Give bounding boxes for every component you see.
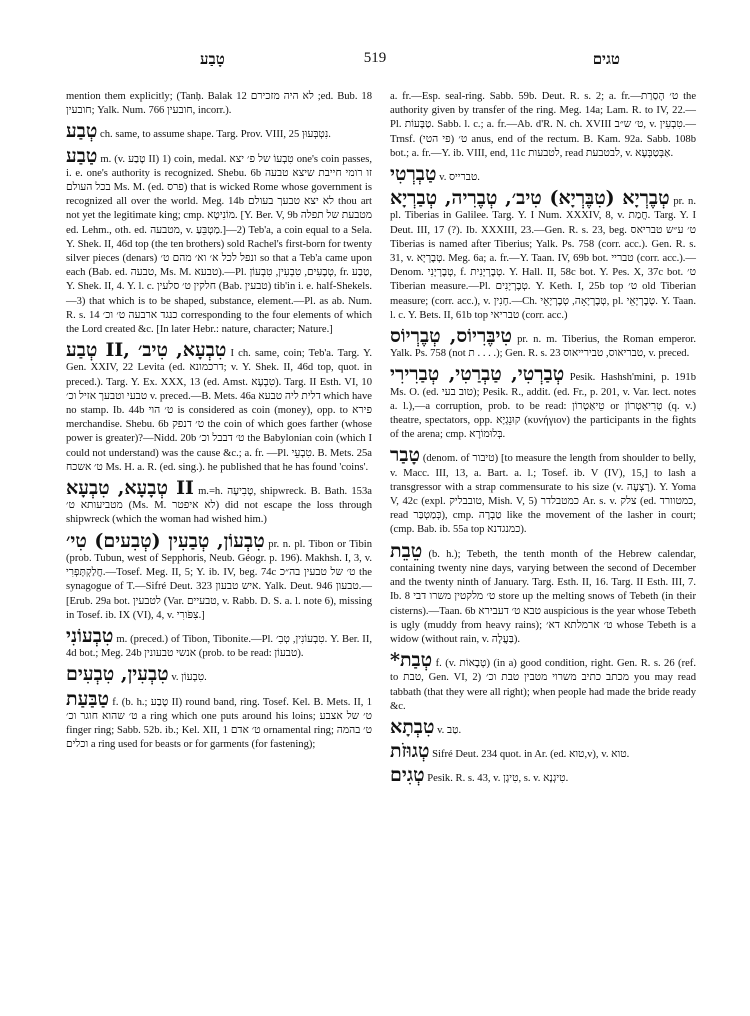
- entry-headword: טְבַרְטִי, טַבְרַטִי, טְבַרִירִי: [390, 363, 565, 386]
- dictionary-entry: [66, 90, 372, 118]
- entry-text: m. (preced.) of Tibon, Tibonite.—Pl. טִבְעוֹנִין, טְבִ׳. Y. Ber. II, 4d bot.; Meg. 24b אנשי טבעונין (prob. to be read: טבעוֹן).: [66, 633, 372, 660]
- dictionary-entry: [390, 765, 696, 786]
- entry-headword: טַבַּעַת: [66, 687, 109, 710]
- header-left-word: טָבַע: [200, 50, 225, 68]
- dictionary-entry: [390, 541, 696, 647]
- entry-text: Pesik. R. s. 43, v. טִיגָן, s. v. טִיגְנָא.: [427, 773, 569, 785]
- dictionary-entry: [66, 689, 372, 753]
- entry-text: pr. n. m. Tiberius, the Roman emperor. Yalk. Ps. 758 (not ת . . . .); Gen. R. s. 23 טבריאוס, טבירייאוס, v. preced.: [390, 334, 696, 360]
- dictionary-entry: [390, 717, 696, 738]
- page-number: 519: [363, 50, 387, 66]
- entry-text: a. fr.—Esp. seal-ring. Sabb. 59b. Deut. R. s. 2; a. fr.—ט׳ הָסַרַת the authority given by transfer of the ring. Meg. 14a; Lam. R. to IV, 22.—Pl. טַבָּעוֹת. Sabb. l. c.; a. fr.—Ab. d'R. N. ch. XVIII ט׳ ש״ב, v. טִבְעִין.—Trnsf. ט׳ (פי הטי) anus, end of the rectum. B. Kam. 92a. Sabb. 108b bot.; a. fr.—Y. ib. VIII, end, 11c לטבעות, read לבטבעת, v. אַבְּטַבְּעָא.: [390, 91, 697, 159]
- entry-text: Pesik. Hashsh'mini, p. 191b Ms. O. (ed. טוב בעי); Pesik. R., addit. (ed. Fr., p. 201, v. Var. lect. notes a. l.),—a corruption, prob. to be read: טֵיאַטְרוֹן or טְרִיאַטְרוֹן (q. v.) theatre, spectators, opp. קוּנֵגְיָא (κυνήγιον) the participants in the fights of the arena; cmp. בְּלוּמוֹרָא.: [390, 372, 696, 441]
- entry-text: ch. same, to assume shape. Targ. Prov. VIII, 25 נִטְבְּעוּן.: [100, 129, 331, 141]
- entry-text: v. טברייס.: [439, 172, 480, 184]
- entry-text: f. (b. h.; טָבַע II) round band, ring. Tosef. Kel. B. Mets. II, 1 ט׳ שהוא חוגר וכ׳ a ring which one puts around his loins; ט׳ של אצבע finger ring; Sabb. 52b. ib.; Kel. XII, 1 ט׳ אדם ornamental ring; ט׳ בהמה וכלים a ring used for beasts or for garments (for fastening);: [66, 696, 373, 751]
- entry-text: v. טַב.: [437, 724, 462, 736]
- dictionary-entry: [390, 741, 696, 762]
- entry-headword: טְבָעָא, טִבְעָא II: [66, 477, 194, 500]
- entry-headword: טָבַר: [390, 444, 420, 467]
- entry-text: (b. h.); Tebeth, the tenth month of the Hebrew calendar, containing twenty nine days, varying between the second of December and the twenty ninth of January. Targ. Esth. II, 16. Targ. II Esth. III, 7. Ib. 8 ט׳ מלקטין משרו דבי store up the melting snows of Tebeth (in their cisterns).—Taan. 6b טבא ט׳ דעבירא auspicious is the year whose Tebeth is ugly (muddy from heavy rains); ט׳ ארמלתא דא׳ whose Tebeth is a widow (without rain, v. בַּעֲלָה).: [390, 548, 696, 645]
- dictionary-entry: [66, 531, 372, 623]
- entry-text: m. (v. טָבַע II) 1) coin, medal. טִבְעוֹ של פ׳ יצא one's coin passes, i. e. one's authority is recognized. Shebu. 6b זו רומי חייבת שיצא טבעה בכל העולם Ms. M. (ed. פרס) that is wicked Rome whose government is recognized all over the world. Meg. 14b לא יצא טבעך בעולם thou art not yet the legitimate king; cmp. מוֹנִיטָא. [Y. Ber. V, 9b מטבעת של תפלה ed. Lehm., oth. ed. מטבעה, v. מַטְבֵּעַ.]—2) Teb'a, a coin equal to a Sela. Y. Shek. II, 46d top (the ten brothers) sold Rachel's first-born for twenty silver pieces (denars) ונפל לכל א׳ וא׳ מהם ט׳ so that a Teb'a came upon each (Bab. ed. טבעה, Ms. M. טבעא).—Pl. טְבָעִים, טִבְעִין, טִבְעוֹן, fr. טַבַע, Y. Shek. II, 4. Y. l. c. חלקין ט׳ סלעין (Bab. טבעין) tib'in i. e. half-Shekels.—3) that which is to be shaped, substance, element.—Pl. as ab. Num. R. s. 14 כנגד ארבעה ט׳ וכ׳ corresponding to the four elements of which the Lord created &c. [In later Hebr.: nature, character; Nature.]: [66, 153, 373, 336]
- entry-text: (denom. of טיבור) [to measure the length from shoulder to belly, v. Macc. III, 13, a. Bart. a. l.; Tosef. ib. V (IV), 15,] to lash a transgressor with a strap commensurate to his size (v. רָצְעָה). Y. Yoma V, 42c (expl. טובבליק, Mish. V, 5) כמטבלדר Ar. s. v. צלק (ed. כמטוורד, read כְּמַטְבַּר), cmp. טַבְרָה like the movement of the lasher in court; (cmp. Bab. ib. 55a top כמנגדנא).: [390, 453, 696, 536]
- entry-headword: טְבַע: [66, 120, 98, 143]
- dictionary-entry: [66, 340, 372, 475]
- dictionary-entry: [390, 164, 696, 185]
- dictionary-entry: [66, 121, 372, 142]
- entry-headword: טִבְעוֹן, טְבַעִין (טְבִעים) טִי׳: [66, 529, 265, 552]
- right-column: [390, 90, 696, 790]
- entry-headword: טִבְעִין, טִבְעִים: [66, 663, 169, 686]
- entry-headword: טְגִים: [390, 764, 425, 787]
- dictionary-entry: [66, 478, 372, 528]
- entry-headword: טְבַע II, טִבְעָא, טִיב׳: [66, 339, 227, 362]
- page-header: [60, 50, 690, 72]
- dictionary-entry: [66, 664, 372, 685]
- entry-headword: טִיבֶּרִיוֹס, טְבֶרְיוֹס: [390, 325, 512, 348]
- entry-text: I ch. same, coin; Teb'a. Targ. Y. Gen. XXIV, 22 Levita (ed. דרכמונא; v. Y. Shek. II, 46d top, quot. in preced.). Targ. Y. Ex. XXX, 13 (ed. Amst. טִבְעָא). Targ. II Esth. VI, 10 טבעי וטבעך אזיל וכ׳ v. preced.—B. Mets. 46a דלית ליה טבעא which have no stamp. Ib. 44b ט׳ הוי is considered as coin (money), opp. to פירא merchandise. Shebu. 6b ט׳ דנפק the coin of which goes farther (whose power is greater)?—Nidd. 20b ט׳ דבבל וכ׳ the Babylonian coin (which I could not understand) was the cause &c.; a. fr. —Pl. טִבְעֵי. B. Mets. 25a ט׳ אשכח Ms. H. a. R. (ed. sing.). he published that he has found 'coins'.: [66, 348, 373, 473]
- entry-text: pr. n. pl. Tiberias in Galilee. Targ. Y. I Num. XXXIV, 8, v. חֲמַת. Targ. Y. I Deut. III, 17 (?). Ib. XXXIII, 23.—Gen. R. s. 23, beg. ט׳ ע״ש טבריאס Tiberias is named after Tiberius; Yalk. Ps. 758 (corr. acc.). Gen. R. s. 31, v. טְבֶרְיָא. Meg. 6a; a. fr.—Y. Taan. IV, 69b bot. טבריי (corr. acc.).—Denom. טְבֶרְיָנִי, f. טְבֶרְיָנִית. Y. Hall. II, 58c bot. Y. Pes. X, 37c bot. ט׳ Tiberian measure.—Pl. טְבֶרְיָנִים. Y. Keth. I, 25b top ט׳ old Tiberian measure; (corr. acc.), v. חָנִין.—Ch. טְבֶרְיָאָה, טְבֶרְיָאֵי, pl. טְבֶרְיָאֵי. Y. Taan. l. c. Y. Bets. II, 61b top טבריאי (corr. acc.): [390, 196, 697, 321]
- entry-headword: טַבַע: [66, 144, 98, 167]
- dictionary-entry: [390, 650, 696, 714]
- dictionary-entry: [390, 326, 696, 361]
- dictionary-entry: [390, 188, 696, 323]
- left-column: [66, 90, 372, 755]
- entry-headword: טִבְעוֹנִי: [66, 624, 114, 647]
- entry-headword: טְגוּזֹת: [390, 740, 430, 763]
- entry-headword: *טְבַת: [390, 649, 433, 672]
- dictionary-entry: [390, 445, 696, 537]
- dictionary-entry: [66, 626, 372, 661]
- entry-text: pr. n. pl. Tibon or Tibin (prob. Tubun, west of Sepphoris, Neub. Géogr. p. 196). Makhsh. I, 3, v. חֲלַקְתָּפְרִי.—Tosef. Meg. II, 5; Y. ib. IV, beg. 74c ט׳ של טבעין בה״כ the synagogue of T.—Sifré Deut. 323 איש טבעון. Yalk. Deut. 946 טבעון.—[Erub. 29a bot. לטבעין (Var. טבעיים, v. Rabb. D. S. a. l. note 6), missing in Tosef. ib. IX (VI), 4, v. צִפֹּורִי.]: [66, 538, 372, 621]
- entry-text: v. טִבְעוֹן.: [171, 672, 207, 684]
- entry-text: f. (v. טְבָאוֹת) (in a) good condition, right. Gen. R. s. 26 (ref. to טבת, Gen. VI, 2) מכתב כתיב משרוי מטבין טבת וכ׳ you may read tabbath (that they were all right); when people had made the bride ready &c.: [390, 658, 697, 712]
- entry-headword: טַבְרְטִי: [390, 163, 437, 186]
- dictionary-entry: [66, 146, 372, 338]
- entry-text: Sifré Deut. 234 quot. in Ar. (ed. טוא,v), v. טוא.: [432, 749, 630, 761]
- dictionary-entry: [390, 364, 696, 442]
- entry-text: mention them explicitly; (Tanḥ. Balak 12 לא היה מזכירם ;ed. Bub. 18 חובעין; Yalk. Num. 766 חובעין, incorr.).: [66, 91, 372, 117]
- header-right-word: טגים: [592, 50, 620, 68]
- dictionary-entry: [390, 90, 696, 161]
- entry-text: m.=h. טְבִיעָה, shipwreck. B. Bath. 153a מטביעותא ט׳ (Ms. M. לא איפטר) did not escape the loss through shipwreck (which the woman had wished him.): [66, 486, 373, 526]
- entry-headword: טֵבֵת: [390, 539, 423, 562]
- entry-headword: טִבְתָא: [390, 715, 435, 738]
- entry-headword: טְבֶרְיָא (טִבֶּרְיָא) טִיב׳, טְבֶרִיה, טְבַרְיָא: [390, 187, 670, 210]
